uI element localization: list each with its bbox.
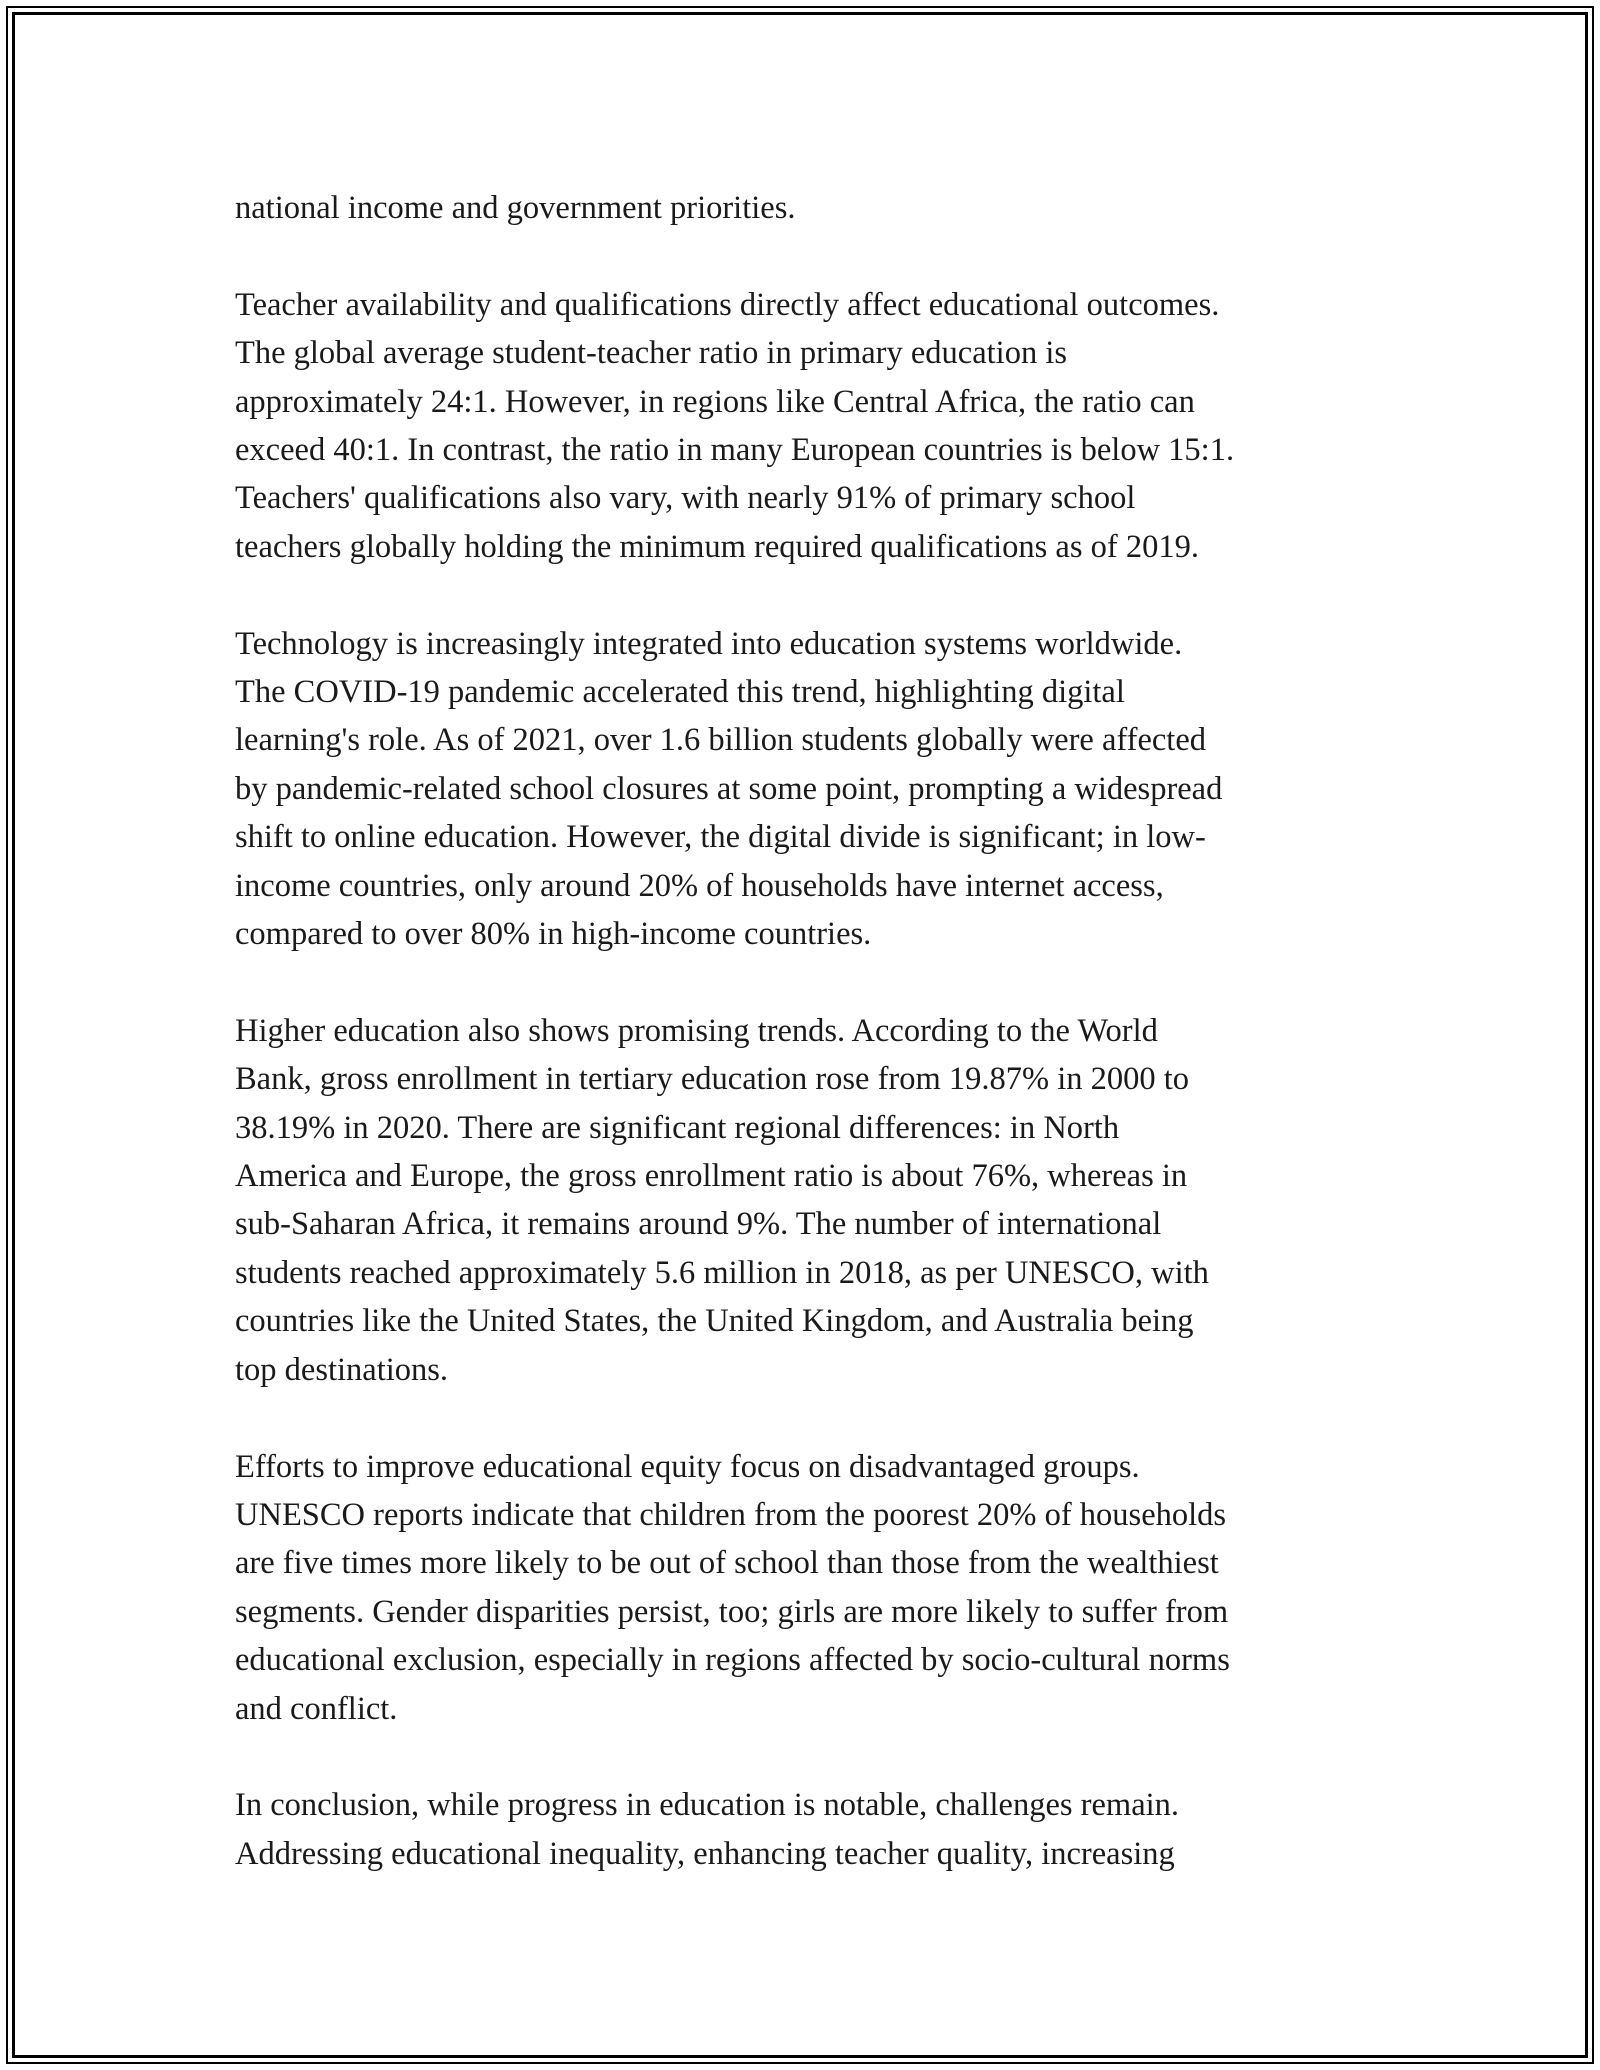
paragraph-technology: [235, 620, 1375, 959]
paragraph-higher-education: [235, 1007, 1375, 1394]
text-line: UNESCO reports indicate that children from the poorest 20% of households: [235, 1496, 1227, 1533]
text-line: exceed 40:1. In contrast, the ratio in many European countries is below 15:1.: [235, 432, 1235, 469]
text-line: countries like the United States, the United Kingdom, and Australia being: [235, 1303, 1194, 1340]
text-line: 38.19% in 2020. There are significant regional differences: in North: [235, 1109, 1120, 1146]
text-line: In conclusion, while progress in education is notable, challenges remain.: [235, 1787, 1180, 1824]
text-line: income countries, only around 20% of households have internet access,: [235, 867, 1164, 904]
text-line: shift to online education. However, the digital divide is significant; in low-: [235, 819, 1206, 856]
text-line: top destinations.: [235, 1351, 449, 1388]
text-line: learning's role. As of 2021, over 1.6 billion students globally were affected: [235, 722, 1207, 759]
text-line: teachers globally holding the minimum required qualifications as of 2019.: [235, 528, 1199, 565]
text-line: Higher education also shows promising trends. According to the World: [235, 1012, 1158, 1049]
text-line: students reached approximately 5.6 million in 2018, as per UNESCO, with: [235, 1254, 1209, 1291]
paragraph-conclusion: [235, 1781, 1375, 1878]
paragraph-equity: [235, 1443, 1375, 1733]
paragraph-teachers: [235, 281, 1375, 571]
text-line: Teachers' qualifications also vary, with nearly 91% of primary school: [235, 480, 1136, 517]
text-line: sub-Saharan Africa, it remains around 9%. The number of international: [235, 1206, 1162, 1243]
text-line: Bank, gross enrollment in tertiary education rose from 19.87% in 2000 to: [235, 1061, 1190, 1098]
text-line: compared to over 80% in high-income countries.: [235, 916, 872, 953]
text-line: approximately 24:1. However, in regions like Central Africa, the ratio can: [235, 383, 1195, 420]
paragraph-income: [235, 184, 1375, 232]
text-line: The COVID-19 pandemic accelerated this trend, highlighting digital: [235, 674, 1125, 711]
text-line: segments. Gender disparities persist, too; girls are more likely to suffer from: [235, 1593, 1229, 1630]
text-line: by pandemic-related school closures at some point, prompting a widespread: [235, 770, 1223, 807]
text-line: Technology is increasingly integrated into education systems worldwide.: [235, 625, 1183, 662]
text-line: Addressing educational inequality, enhancing teacher quality, increasing: [235, 1835, 1175, 1872]
text-line: Efforts to improve educational equity focus on disadvantaged groups.: [235, 1448, 1140, 1485]
text-line: national income and government priorities.: [235, 190, 796, 226]
text-line: are five times more likely to be out of school than those from the wealthiest: [235, 1545, 1219, 1582]
text-line: and conflict.: [235, 1690, 398, 1727]
document-body: [235, 184, 1375, 1927]
text-line: educational exclusion, especially in regions affected by socio-cultural norms: [235, 1642, 1230, 1679]
text-line: Teacher availability and qualifications directly affect educational outcomes.: [235, 286, 1220, 323]
text-line: The global average student-teacher ratio in primary education is: [235, 335, 1068, 372]
text-line: America and Europe, the gross enrollment ratio is about 76%, whereas in: [235, 1158, 1188, 1195]
